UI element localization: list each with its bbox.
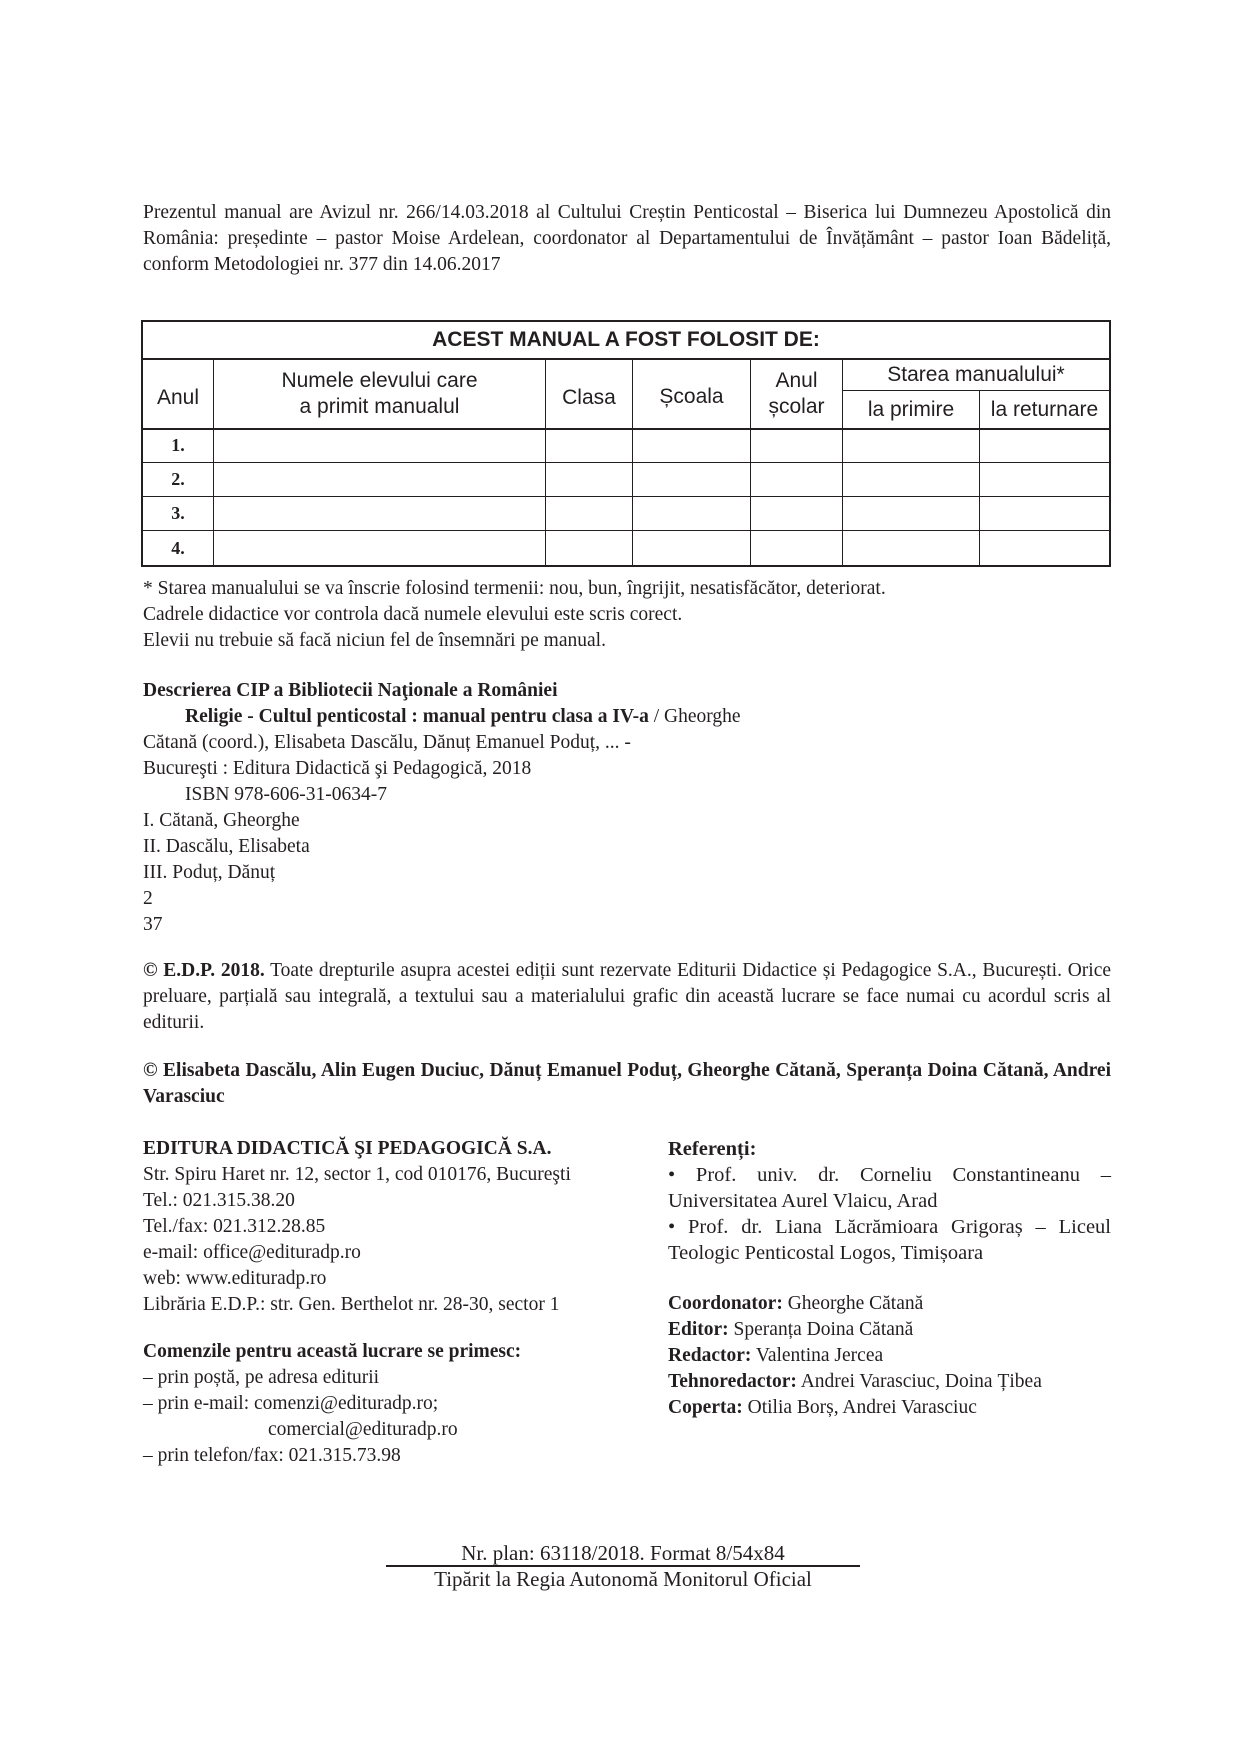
table-notes [143, 576, 1111, 654]
cip-line: Cătană (coord.), Elisabeta Dascălu, Dănuț Emanuel Poduț, ... - [143, 732, 631, 753]
publisher-line: web: www.edituradp.ro [143, 1268, 327, 1289]
copyright-edp-label: © E.D.P. 2018. [143, 960, 265, 981]
header-anul: Anul [156, 385, 200, 409]
cip-title-line [143, 704, 1111, 730]
header-anul-scolar-line1: Anul [775, 368, 818, 392]
cip-author: II. Dascălu, Elisabeta [143, 836, 310, 857]
staff-line: Coperta: Otilia Borș, Andrei Varasciuc [668, 1397, 977, 1418]
row-number: 4. [171, 537, 185, 558]
cip-author: III. Poduț, Dănuț [143, 862, 276, 883]
orders-line: comercial@edituradp.ro [268, 1419, 458, 1440]
cip-author: I. Cătană, Gheorghe [143, 810, 300, 831]
header-numele-line1: Numele elevului care [281, 368, 478, 392]
header-clasa: Clasa [562, 385, 616, 409]
row-number: 1. [171, 435, 185, 455]
cip-class-code: 37 [143, 914, 163, 935]
publisher-line: Tel.: 021.315.38.20 [143, 1190, 295, 1211]
cip-heading: Descrierea CIP a Bibliotecii Naţionale a României [143, 680, 558, 701]
referents [668, 1136, 1111, 1266]
header-numele [214, 359, 545, 428]
publisher-line: e-mail: office@edituradp.ro [143, 1242, 361, 1263]
header-la-returnare: la returnare [990, 397, 1099, 421]
header-starea: Starea manualului* [887, 362, 1065, 386]
table-rule [143, 530, 1109, 531]
header-anul-scolar-line2: școlar [768, 394, 825, 418]
header-scoala: Școala [659, 384, 724, 408]
copyright-edp [143, 958, 1111, 1036]
publisher-name: EDITURA DIDACTICĂ ŞI PEDAGOGICĂ S.A. [143, 1138, 552, 1159]
orders-line: – prin poștă, pe adresa editurii [143, 1367, 380, 1388]
referent-item: • Prof. univ. dr. Corneliu Constantineanu – Universitatea Aurel Vlaicu, Arad [668, 1164, 1111, 1212]
header-anul-scolar [751, 359, 842, 428]
referents-heading: Referenți: [668, 1138, 757, 1160]
staff-line: Redactor: Valentina Jercea [668, 1345, 884, 1366]
referent-item: • Prof. dr. Liana Lăcrămioara Grigoraș – Liceul Teologic Penticostal Logos, Timișoara [668, 1216, 1111, 1264]
table-rule [143, 462, 1109, 463]
publisher-info [143, 1136, 623, 1318]
cip-title: Religie - Cultul penticostal : manual pentru clasa a IV-a [185, 706, 649, 727]
note-line: Cadrele didactice vor controla dacă numele elevului este scris corect. [143, 604, 683, 625]
footer-plan: Nr. plan: 63118/2018. Format 8/54x84 [461, 1541, 785, 1565]
table-rule [143, 496, 1109, 497]
header-la-primire: la primire [867, 397, 955, 421]
copyright-authors: © Elisabeta Dascălu, Alin Eugen Duciuc, Dănuț Emanuel Poduț, Gheorghe Cătană, Speranța Doina Cătană, Andrei Varasciuc [143, 1060, 1111, 1107]
row-number: 3. [171, 503, 185, 523]
print-footer [386, 1541, 860, 1591]
staff-credits [668, 1291, 1111, 1421]
cip-title-rest: / Gheorghe [648, 706, 741, 727]
table-rule [143, 428, 1109, 430]
cip-class-code: 2 [143, 888, 153, 909]
staff-line: Tehnoredactor: Andrei Varasciuc, Doina Țibea [668, 1371, 1042, 1392]
cip-line: Bucureşti : Editura Didactică şi Pedagogică, 2018 [143, 758, 532, 779]
publisher-line: Tel./fax: 021.312.28.85 [143, 1216, 326, 1237]
cip-description [143, 678, 1111, 938]
footer-printed: Tipărit la Regia Autonomă Monitorul Oficial [434, 1567, 812, 1591]
publisher-line: Str. Spiru Haret nr. 12, sector 1, cod 010176, Bucureşti [143, 1164, 571, 1185]
orders-info [143, 1339, 623, 1469]
note-line: Elevii nu trebuie să facă niciun fel de însemnări pe manual. [143, 630, 606, 651]
avizul-paragraph: Prezentul manual are Avizul nr. 266/14.03.2018 al Cultului Creștin Penticostal – Biserica lui Dumnezeu Apostolică din România: președinte – pastor Moise Ardelean, coordonator al Departamentului de Învățământ – pastor Ioan Bădeliță, conform Metodologiei nr. 377 din 14.06.2017 [143, 202, 1111, 275]
publisher-line: Librăria E.D.P.: str. Gen. Berthelot nr. 28-30, sector 1 [143, 1294, 560, 1315]
orders-line: – prin e-mail: comenzi@edituradp.ro; [143, 1393, 439, 1414]
table-title: ACEST MANUAL A FOST FOLOSIT DE: [432, 328, 820, 351]
orders-heading: Comenzile pentru această lucrare se primesc: [143, 1341, 522, 1362]
staff-line: Editor: Speranța Doina Cătană [668, 1319, 914, 1340]
cip-isbn: ISBN 978-606-31-0634-7 [185, 784, 388, 805]
row-number: 2. [171, 469, 185, 489]
orders-line: – prin telefon/fax: 021.315.73.98 [143, 1445, 401, 1466]
usage-table [141, 320, 1111, 567]
copyright-edp-text: Toate drepturile asupra acestei ediții sunt rezervate Editurii Didactice și Pedagogice S.A., București. Orice preluare, parțială sau integrală, a textului sau a materialului grafic din această lucrare se face numai cu acordul scris al editurii. [143, 960, 1112, 1033]
note-line: * Starea manualului se va înscrie folosind termenii: nou, bun, îngrijit, nesatisfăcător, deteriorat. [143, 578, 886, 599]
header-numele-line2: a primit manualul [299, 394, 460, 418]
staff-line: Coordonator: Gheorghe Cătană [668, 1293, 924, 1314]
